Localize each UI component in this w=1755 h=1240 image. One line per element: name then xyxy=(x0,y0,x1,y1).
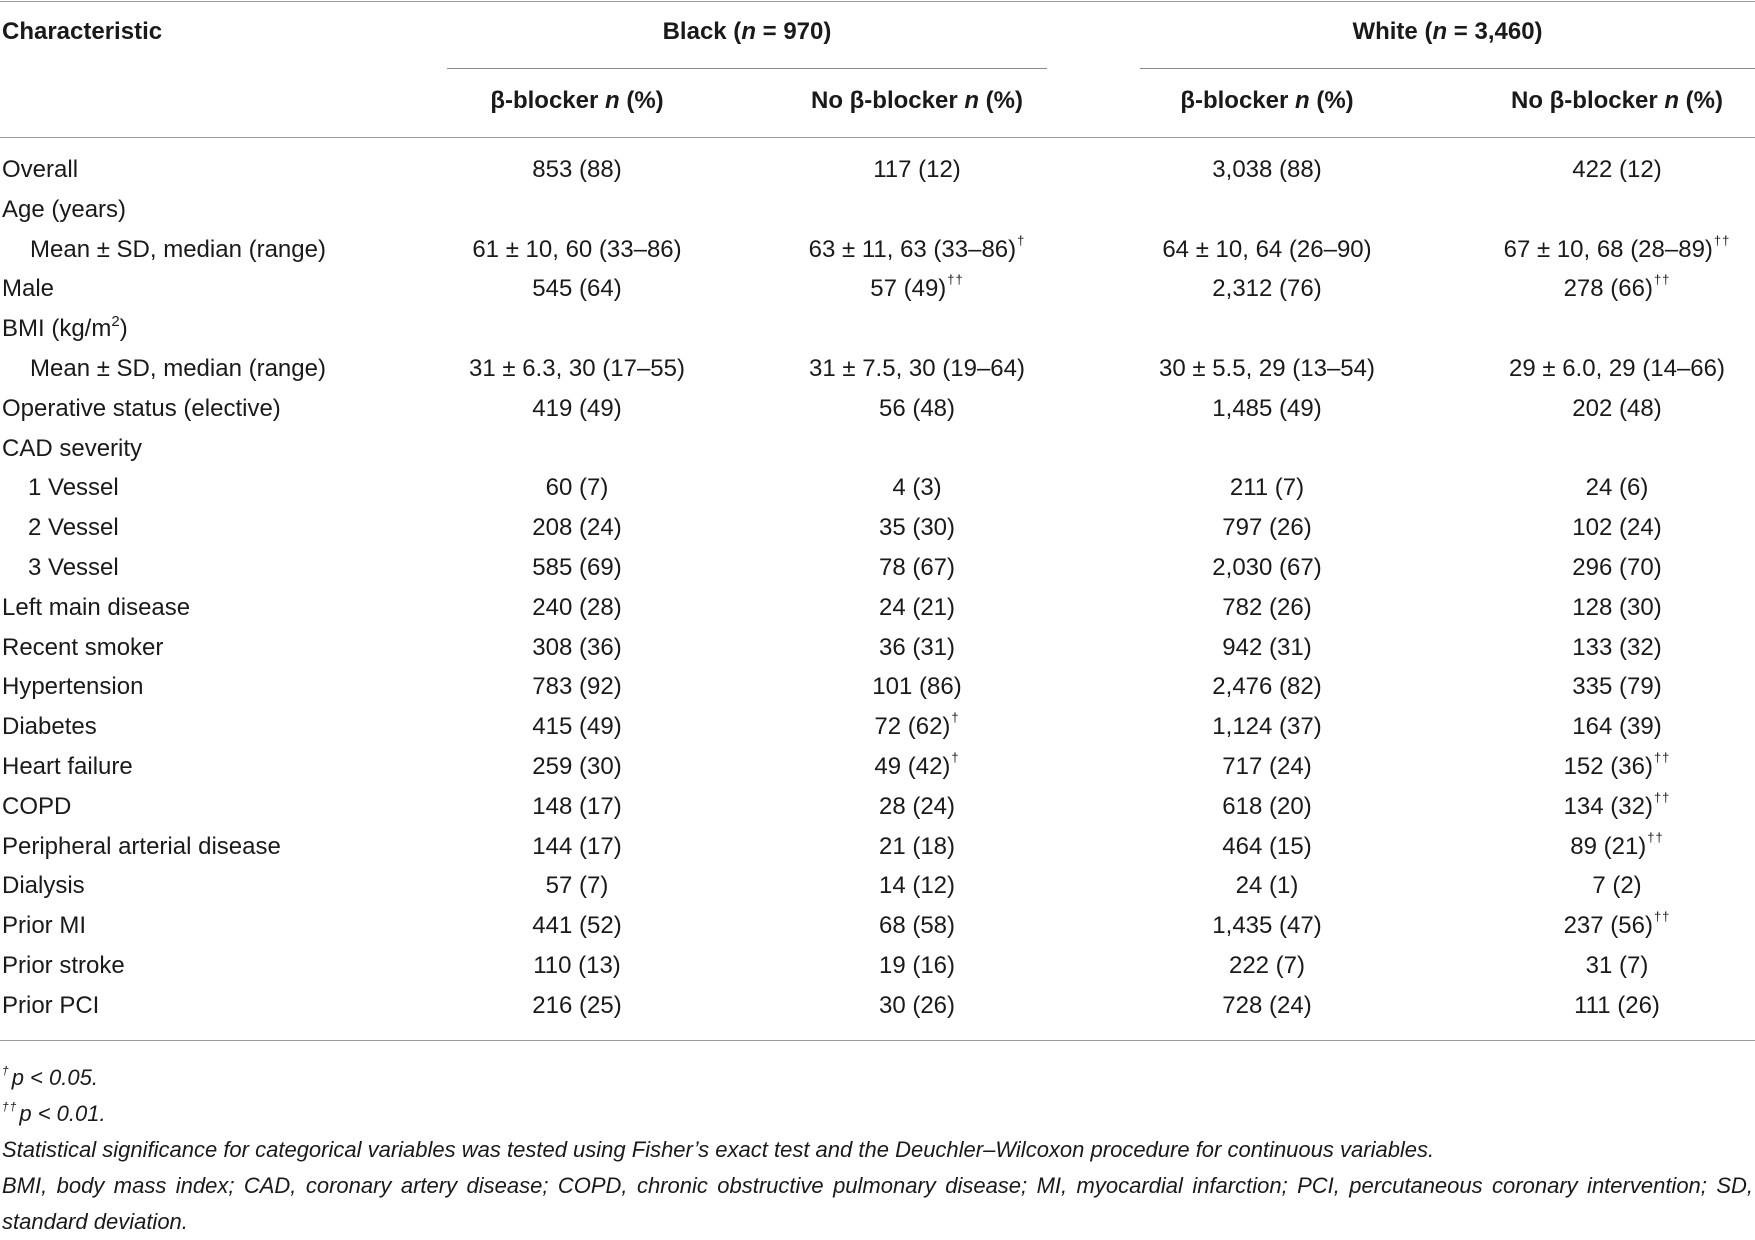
table-cell: 2,030 (67) xyxy=(1212,553,1322,581)
footnote: Statistical significance for categorical variables was tested using Fisher’s exact test and the Deuchler–Wilcoxon procedure for continuous variables. xyxy=(2,1137,1435,1162)
subheader-black-no-beta-blocker: No β-blocker n (%) xyxy=(810,87,1023,114)
table-cell: 30 (26) xyxy=(878,991,956,1019)
table-row xyxy=(0,548,1755,588)
significance-mark: †† xyxy=(1653,909,1671,925)
row-label: Left main disease xyxy=(2,593,191,621)
significance-mark: †† xyxy=(1653,749,1671,765)
table-cell: 415 (49) xyxy=(532,713,622,741)
significance-mark: †† xyxy=(1653,789,1671,805)
table-cell: 31 ± 6.3, 30 (17–55) xyxy=(469,354,685,382)
table-row xyxy=(0,389,1755,429)
table-cell: 237 (56)†† xyxy=(1563,909,1671,940)
table-cell: 797 (26) xyxy=(1222,514,1312,542)
row-label: 1 Vessel xyxy=(28,474,119,502)
table-cell: 211 (7) xyxy=(1229,474,1305,502)
table-cell: 216 (25) xyxy=(532,991,622,1019)
table-cell: 57 (49)†† xyxy=(870,272,964,303)
row-label: Mean ± SD, median (range) xyxy=(30,235,326,263)
table-cell: 101 (86) xyxy=(872,673,962,701)
table-cell: 134 (32)†† xyxy=(1563,789,1671,820)
table-cell: 545 (64) xyxy=(532,275,622,303)
table-cell: 31 ± 7.5, 30 (19–64) xyxy=(809,354,1025,382)
table-row xyxy=(0,986,1755,1026)
white-group-header: White (n = 3,460) xyxy=(1352,18,1543,45)
black-group-header: Black (n = 970) xyxy=(662,18,832,45)
table-cell: 30 ± 5.5, 29 (13–54) xyxy=(1159,354,1375,382)
table-bottom-rule xyxy=(0,1040,1755,1041)
table-cell: 148 (17) xyxy=(532,792,622,820)
table-cell: 110 (13) xyxy=(533,951,621,979)
black-group-name: Black xyxy=(662,18,727,45)
table-row xyxy=(0,827,1755,867)
row-label: Mean ± SD, median (range) xyxy=(30,354,326,382)
row-label: Heart failure xyxy=(2,752,133,780)
table-cell: 202 (48) xyxy=(1572,394,1662,422)
table-cell: 419 (49) xyxy=(532,394,622,422)
table-row xyxy=(0,588,1755,628)
white-group-n-value: = 3,460 xyxy=(1447,18,1535,45)
table-cell: 49 (42)† xyxy=(874,749,960,780)
row-label: Hypertension xyxy=(2,673,144,701)
table-cell: 1,485 (49) xyxy=(1212,394,1322,422)
table-cell: 117 (12) xyxy=(873,156,961,183)
black-group-rule xyxy=(447,68,1047,69)
table-footnotes xyxy=(2,1060,1753,1240)
table-cell: 78 (67) xyxy=(878,553,956,581)
table-cell: 64 ± 10, 64 (26–90) xyxy=(1162,235,1372,263)
row-label: Male xyxy=(2,275,55,303)
table-row xyxy=(0,667,1755,707)
table-row xyxy=(0,349,1755,389)
table-cell: 422 (12) xyxy=(1572,156,1662,183)
row-label: Recent smoker xyxy=(2,633,164,661)
row-label: Prior stroke xyxy=(2,951,125,979)
table-cell: 728 (24) xyxy=(1222,991,1312,1019)
table-cell: 164 (39) xyxy=(1572,713,1662,741)
table-cell: 144 (17) xyxy=(532,832,622,860)
table-cell: 72 (62)† xyxy=(874,710,960,741)
table-top-rule xyxy=(0,1,1755,2)
black-group-n-value: = 970 xyxy=(755,18,824,45)
table-cell: 782 (26) xyxy=(1222,593,1312,621)
row-label: Age (years) xyxy=(2,195,127,223)
table-cell: 441 (52) xyxy=(532,912,622,940)
table-row xyxy=(0,468,1755,508)
table-row xyxy=(0,429,1755,469)
header-bottom-rule xyxy=(0,137,1755,138)
table-cell: 63 ± 11, 63 (33–86)† xyxy=(808,232,1026,263)
table-row xyxy=(0,946,1755,986)
significance-mark: † xyxy=(951,749,960,765)
footnote: ††p < 0.01. xyxy=(2,1100,106,1126)
table-row xyxy=(0,230,1755,270)
row-label: COPD xyxy=(2,792,72,820)
table-row xyxy=(0,787,1755,827)
significance-mark: †† xyxy=(947,272,964,288)
table-cell: 24 (6) xyxy=(1585,474,1649,502)
table-row xyxy=(0,309,1755,349)
row-label: Prior MI xyxy=(2,912,86,940)
row-label: BMI $(kg/m^2)$ xyxy=(2,313,128,343)
table-cell: 7 (2) xyxy=(1592,872,1642,900)
significance-mark: † xyxy=(951,710,960,726)
table-cell: 61 ± 10, 60 (33–86) xyxy=(472,235,682,263)
table-cell: 208 (24) xyxy=(532,514,622,542)
table-cell: 717 (24) xyxy=(1222,752,1312,780)
table-cell: 24 (1) xyxy=(1235,872,1299,900)
row-label: 2 Vessel xyxy=(28,514,119,542)
row-label: Peripheral arterial disease xyxy=(2,832,281,860)
table-cell: 111 (26) xyxy=(1574,991,1660,1019)
table-cell: 35 (30) xyxy=(878,514,956,542)
table-cell: 128 (30) xyxy=(1572,593,1662,621)
table-cell: 3,038 (88) xyxy=(1212,156,1322,183)
table-cell: 68 (58) xyxy=(878,912,956,940)
table-row xyxy=(0,628,1755,668)
table-row xyxy=(0,866,1755,906)
table-cell: 1,124 (37) xyxy=(1212,713,1322,741)
table-cell: 56 (48) xyxy=(878,394,956,422)
table-cell: 783 (92) xyxy=(532,673,622,701)
white-group-name: White xyxy=(1352,18,1418,45)
footnote: †p < 0.05. xyxy=(2,1064,98,1090)
table-cell: 29 ± 6.0, 29 (14–66) xyxy=(1509,354,1725,382)
table-cell: 19 (16) xyxy=(878,951,956,979)
table-cell: 4 (3) xyxy=(892,474,942,502)
table-cell: 240 (28) xyxy=(532,593,622,621)
subheader-black-beta-blocker: β-blocker n (%) xyxy=(490,87,664,114)
footnote: BMI, body mass index; CAD, coronary artery disease; COPD, chronic obstructive pulmonary disease; MI, myocardial infarction; PCI, percutaneous coronary intervention; SD, standard deviation. xyxy=(2,1173,1753,1234)
table-row xyxy=(0,508,1755,548)
table-cell: 278 (66)†† xyxy=(1563,272,1671,303)
table-row xyxy=(0,150,1755,190)
table-row xyxy=(0,747,1755,787)
table-cell: 67 ± 10, 68 (28–89)†† xyxy=(1503,232,1731,263)
row-label: CAD severity xyxy=(2,434,143,462)
row-label: Dialysis xyxy=(2,872,85,900)
table-cell: 152 (36)†† xyxy=(1563,749,1671,780)
table-cell: 853 (88) xyxy=(532,156,622,183)
table-cell: 102 (24) xyxy=(1572,514,1662,542)
subheader-white-no-beta-blocker: No β-blocker n (%) xyxy=(1510,87,1723,114)
black-group-n-label: n xyxy=(741,18,756,45)
table-cell: 2,312 (76) xyxy=(1212,275,1322,303)
table-cell: 2,476 (82) xyxy=(1212,673,1322,701)
row-label: Overall xyxy=(2,156,79,183)
table-cell: 36 (31) xyxy=(878,633,956,661)
table-body xyxy=(0,150,1755,1026)
white-group-n-label: n xyxy=(1432,18,1448,45)
table-cell: 222 (7) xyxy=(1228,951,1306,979)
table-cell: 259 (30) xyxy=(532,752,622,780)
table-cell: 31 (7) xyxy=(1585,951,1649,979)
table-cell: 57 (7) xyxy=(545,872,609,900)
table-cell: 618 (20) xyxy=(1222,792,1312,820)
table-row xyxy=(0,269,1755,309)
significance-mark: †† xyxy=(1713,232,1731,248)
table-cell: 296 (70) xyxy=(1572,553,1662,581)
table-cell: 89 (21)†† xyxy=(1570,829,1664,860)
white-group-rule xyxy=(1140,68,1755,69)
row-label: Prior PCI xyxy=(2,991,100,1019)
table-row xyxy=(0,707,1755,747)
table-row xyxy=(0,190,1755,230)
significance-mark: †† xyxy=(1647,829,1664,845)
table-cell: 585 (69) xyxy=(532,553,622,581)
table-cell: 335 (79) xyxy=(1572,673,1662,701)
table-cell: 942 (31) xyxy=(1222,633,1312,661)
table-cell: 464 (15) xyxy=(1222,832,1312,860)
row-label: Diabetes xyxy=(2,713,97,741)
table-cell: 308 (36) xyxy=(532,633,622,661)
characteristic-header: Characteristic xyxy=(2,18,163,45)
table-cell: 28 (24) xyxy=(878,792,956,820)
row-label: 3 Vessel xyxy=(28,553,119,581)
row-label: Operative status (elective) xyxy=(2,394,281,422)
table-cell: 1,435 (47) xyxy=(1212,912,1322,940)
table-cell: 14 (12) xyxy=(878,872,956,900)
table-cell: 21 (18) xyxy=(878,832,956,860)
table-row xyxy=(0,906,1755,946)
table-cell: 133 (32) xyxy=(1572,633,1662,661)
significance-mark: † xyxy=(1017,232,1026,248)
subheader-white-beta-blocker: β-blocker n (%) xyxy=(1180,87,1354,114)
significance-mark: †† xyxy=(1653,272,1671,288)
table-cell: 24 (21) xyxy=(878,593,956,621)
table-cell: 60 (7) xyxy=(545,474,609,502)
